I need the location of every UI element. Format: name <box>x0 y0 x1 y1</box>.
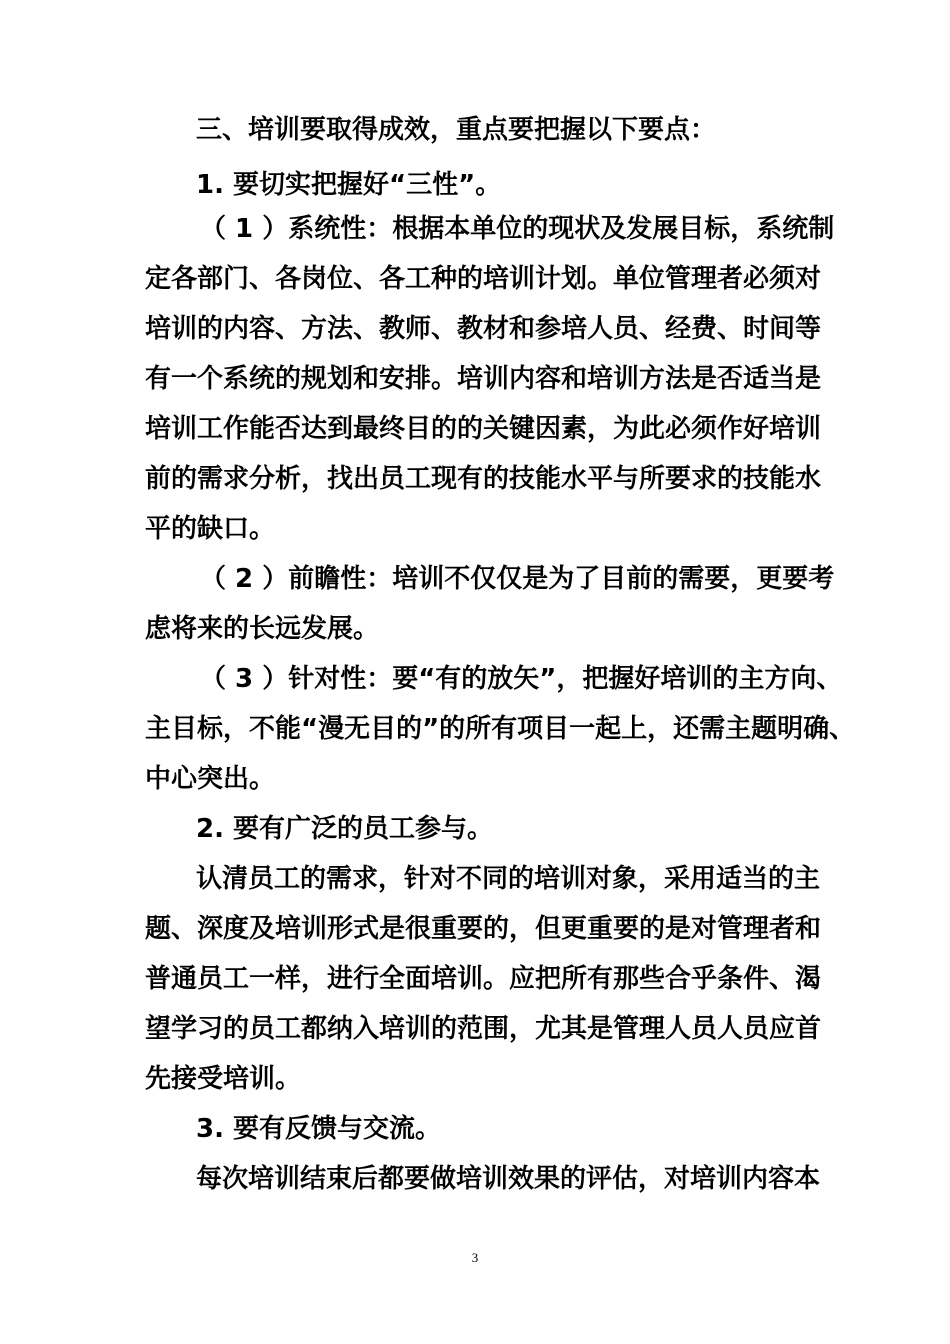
paragraph-line: 望学习的员工都纳入培训的范围，尤其是管理人员人员应首 <box>145 1014 822 1044</box>
page-number: 3 <box>471 1250 479 1265</box>
paragraph-line: （ 2 ）前瞻性：培训不仅仅是为了目前的需要，更要考 <box>200 564 835 594</box>
point-1-heading: 1. 要切实把握好“三性”。 <box>196 170 502 200</box>
paragraph-line: 有一个系统的规划和安排。培训内容和培训方法是否适当是 <box>145 364 822 394</box>
point-2-heading: 2. 要有广泛的员工参与。 <box>196 814 494 844</box>
paragraph-line: 每次培训结束后都要做培训效果的评估，对培训内容本 <box>196 1164 821 1194</box>
point-3-heading: 3. 要有反馈与交流。 <box>196 1114 442 1144</box>
paragraph-line: （ 3 ）针对性：要“有的放矢”，把握好培训的主方向、 <box>200 664 843 694</box>
paragraph-line: 普通员工一样，进行全面培训。应把所有那些合乎条件、渴 <box>145 964 822 994</box>
paragraph-line: 认清员工的需求，针对不同的培训对象，采用适当的主 <box>196 864 821 894</box>
paragraph-line: 中心突出。 <box>145 764 276 794</box>
section-heading: 三、培训要取得成效，重点要把握以下要点： <box>196 115 717 145</box>
paragraph-line: 平的缺口。 <box>145 514 276 544</box>
paragraph-line: 前的需求分析，找出员工现有的技能水平与所要求的技能水 <box>145 464 822 494</box>
paragraph-line: 先接受培训。 <box>145 1064 302 1094</box>
paragraph-line: 定各部门、各岗位、各工种的培训计划。单位管理者必须对 <box>145 264 822 294</box>
paragraph-line: 虑将来的长远发展。 <box>145 614 380 644</box>
paragraph-line: 题、深度及培训形式是很重要的，但更重要的是对管理者和 <box>145 914 822 944</box>
paragraph-line: 培训的内容、方法、教师、教材和参培人员、经费、时间等 <box>145 314 822 344</box>
paragraph-line: 主目标，不能“漫无目的”的所有项目一起上，还需主题明确、 <box>145 714 856 744</box>
paragraph-line: 培训工作能否达到最终目的的关键因素，为此必须作好培训 <box>145 414 822 444</box>
paragraph-line: （ 1 ）系统性：根据本单位的现状及发展目标，系统制 <box>200 214 835 244</box>
